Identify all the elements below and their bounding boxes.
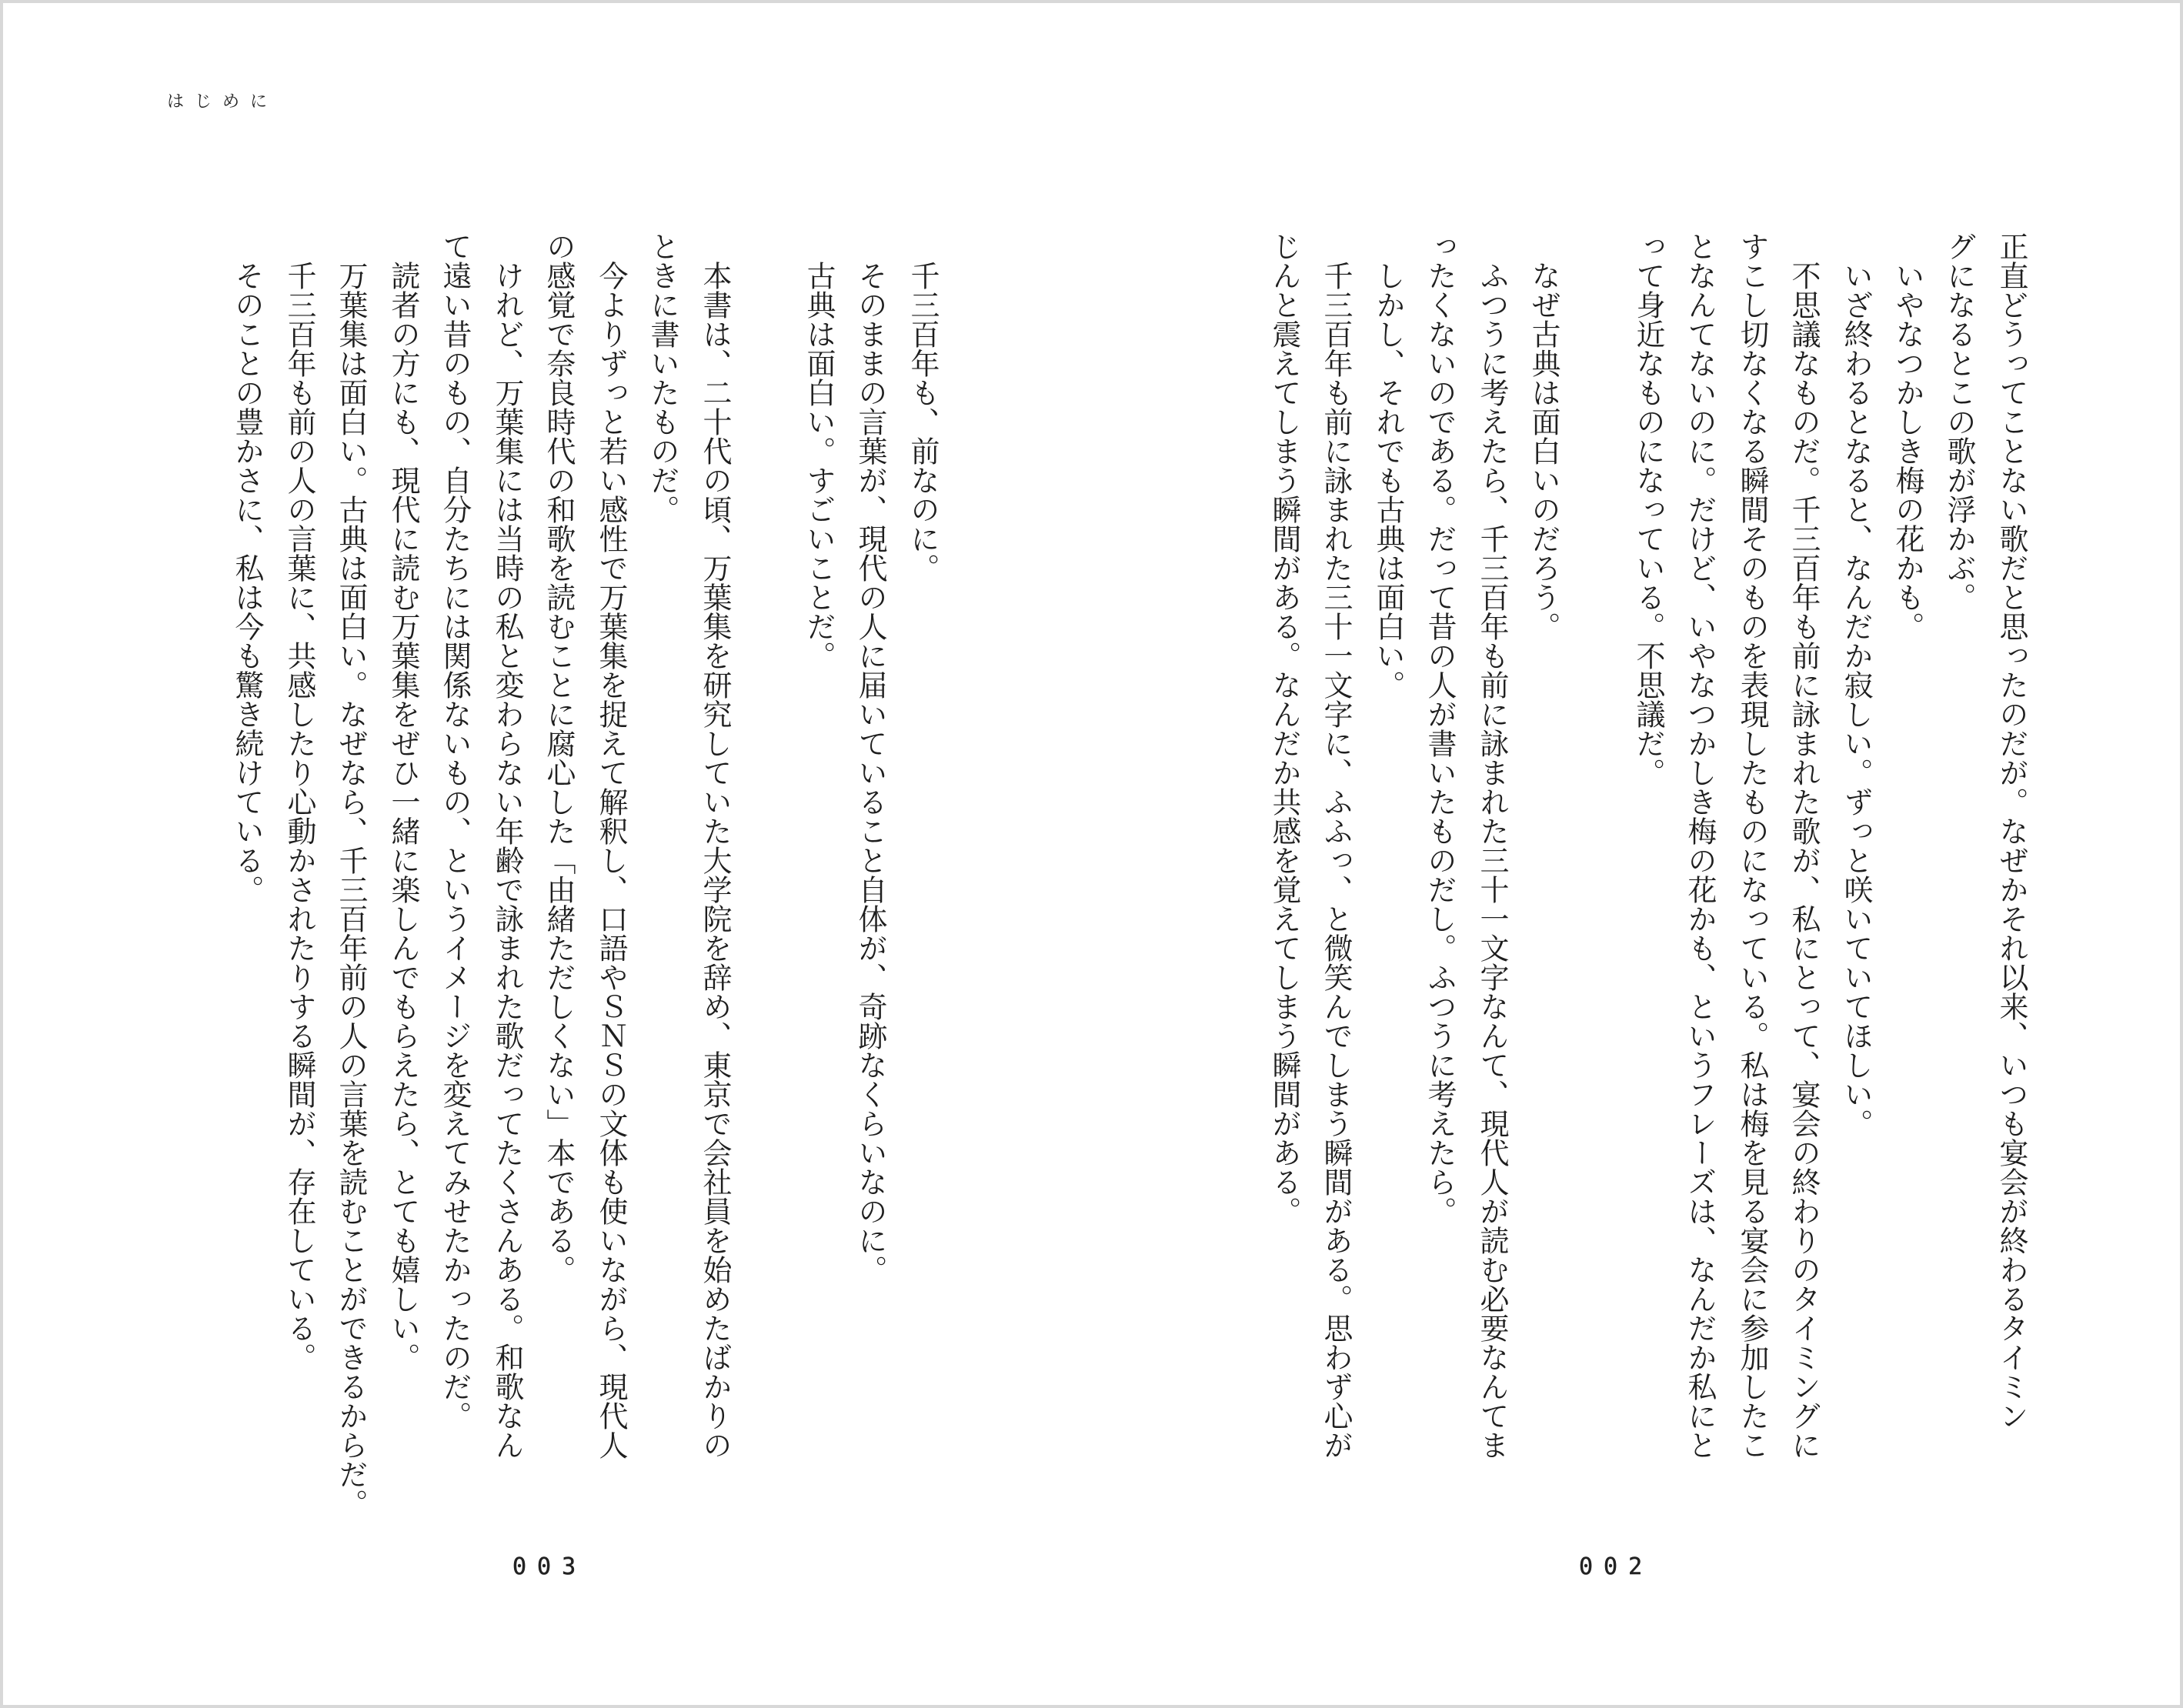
text-column: 千三百年も前に詠まれた三十一文字に、ふふっ、と微笑んでしまう瞬間がある。思わず心が: [1319, 232, 1353, 1459]
text-column: 万葉集は面白い。古典は面白い。なぜなら、千三百年前の人の言葉を読むことができるからだ。: [334, 232, 368, 1518]
text-column: なぜ古典は面白いのだろう。: [1527, 232, 1560, 641]
text-column: けれど、万葉集には当時の私と変わらない年齢で詠まれた歌だってたくさんある。和歌なん: [490, 232, 524, 1459]
text-column: ったくないのである。だって昔の人が書いたものだし。ふつうに考えたら。: [1423, 232, 1457, 1226]
text-column: って身近なものになっている。不思議だ。: [1631, 232, 1665, 787]
text-column: となんてないのに。だけど、いやなつかしき梅の花かも、というフレーズは、なんだか私にと: [1683, 232, 1717, 1459]
chapter-header: はじめに: [167, 92, 279, 112]
text-column: 読者の方にも、現代に読む万葉集をぜひ一緒に楽しんでもらえたら、とても嬉しい。: [386, 232, 420, 1372]
page-number: 003: [512, 1553, 587, 1580]
text-column: いざ終わるとなると、なんだか寂しい。ずっと咲いていてほしい。: [1839, 232, 1873, 1138]
text-column: そのままの言葉が、現代の人に届いていること自体が、奇跡なくらいなのに。: [853, 232, 887, 1284]
page-number: 002: [1579, 1553, 1654, 1580]
text-column: すこし切なくなる瞬間そのものを表現したものになっている。私は梅を見る宴会に参加したこ: [1735, 232, 1769, 1459]
text-column: 不思議なものだ。千三百年も前に詠まれた歌が、私にとって、宴会の終わりのタイミングに: [1787, 232, 1821, 1459]
text-column: 今よりずっと若い感性で万葉集を捉えて解釈し、口語やＳＮＳの文体も使いながら、現代人: [594, 232, 628, 1459]
text-column: しかし、それでも古典は面白い。: [1371, 232, 1405, 699]
text-column: 千三百年も、前なのに。: [906, 232, 940, 582]
text-column: 本書は、二十代の頃、万葉集を研究していた大学院を辞め、東京で会社員を始めたばかりの: [698, 232, 732, 1459]
text-column: いやなつかしき梅の花かも。: [1891, 232, 1924, 641]
text-column: グになるとこの歌が浮かぶ。: [1942, 232, 1976, 612]
text-column: 正直どうってことない歌だと思ったのだが。なぜかそれ以来、いつも宴会が終わるタイミン: [1994, 232, 2028, 1430]
text-column: ふつうに考えたら、千三百年も前に詠まれた三十一文字なんて、現代人が読む必要なんてま: [1475, 232, 1509, 1459]
text-column: じんと震えてしまう瞬間がある。なんだか共感を覚えてしまう瞬間がある。: [1267, 232, 1301, 1226]
text-column: て遠い昔のもの、自分たちには関係ないもの、というイメージを変えてみせたかったのだ。: [438, 232, 472, 1430]
text-column: 古典は面白い。すごいことだ。: [802, 232, 836, 670]
text-column: そのことの豊かさに、私は今も驚き続けている。: [230, 232, 264, 904]
text-column: ときに書いたものだ。: [646, 232, 679, 524]
text-column: の感覚で奈良時代の和歌を読むことに腐心した「由緒ただしくない」本である。: [542, 232, 576, 1284]
text-column: 千三百年も前の人の言葉に、共感したり心動かされたりする瞬間が、存在している。: [282, 232, 316, 1372]
